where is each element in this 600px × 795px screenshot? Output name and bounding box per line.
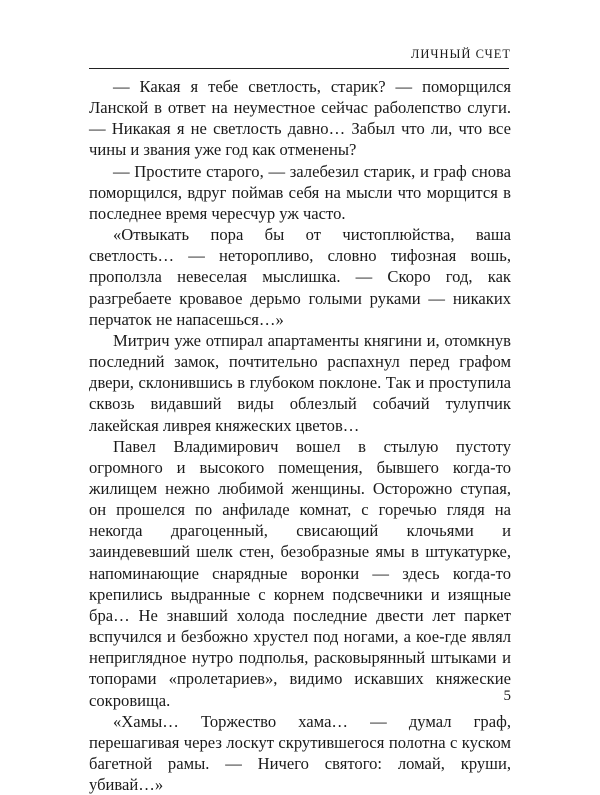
- paragraph: Павел Владимирович вошел в стылую пустоту огромного и высокого помещения, бывшего когда-то жилищем нежно любимой женщины. Осторожно ступая, он прошелся по анфиладе комнат, с горечью глядя на некогда драгоценный, свисающий клочьями и заиндевевший шелк стен, безобразные ямы в штукатурке, напоминающие снарядные воронки — здесь когда-то крепились выдранные с корнем подсвечники и изящные бра… Не знавший холода последние двести лет паркет вспучился и безбожно хрустел под ногами, а кое-где являл неприглядное нутро подполья, расковырянный штыками и топорами «пролетариев», видимо искавших княжеские сокровища.: [89, 436, 511, 710]
- body-text: [89, 76, 511, 795]
- paragraph: «Хамы… Торжество хама… — думал граф, перешагивая через лоскут скрутившегося полотна с куском багетной рамы. — Ничего святого: ломай, круши, убивай…»: [89, 711, 511, 795]
- running-head: ЛИЧНЫЙ СЧЕТ: [410, 47, 511, 61]
- page-number: 5: [503, 688, 511, 704]
- paragraph: Митрич уже отпирал апартаменты княгини и, отомкнув последний замок, почтительно распахнул перед графом двери, склонившись в глубоком поклоне. Так и проступила сквозь видавший виды облезлый собачий тулупчик лакейская ливрея княжеских цветов…: [89, 330, 511, 435]
- header-rule: [89, 68, 509, 69]
- paragraph: «Отвыкать пора бы от чистоплюйства, ваша светлость… — неторопливо, словно тифозная вошь, проползла невеселая мыслишка. — Скоро год, как разгребаете кровавое дерьмо голыми руками — никаких перчаток не напасешься…»: [89, 225, 511, 329]
- paragraph: — Какая я тебе светлость, старик? — поморщился Ланской в ответ на неуместное сейчас раболепство слуги. — Никакая я не светлость давно… Забыл что ли, что все чины и звания уже год как отменены?: [89, 77, 511, 160]
- paragraph: — Простите старого, — залебезил старик, и граф снова поморщился, вдруг поймав себя на мысли что морщится в последнее время чересчур уж часто.: [89, 161, 511, 223]
